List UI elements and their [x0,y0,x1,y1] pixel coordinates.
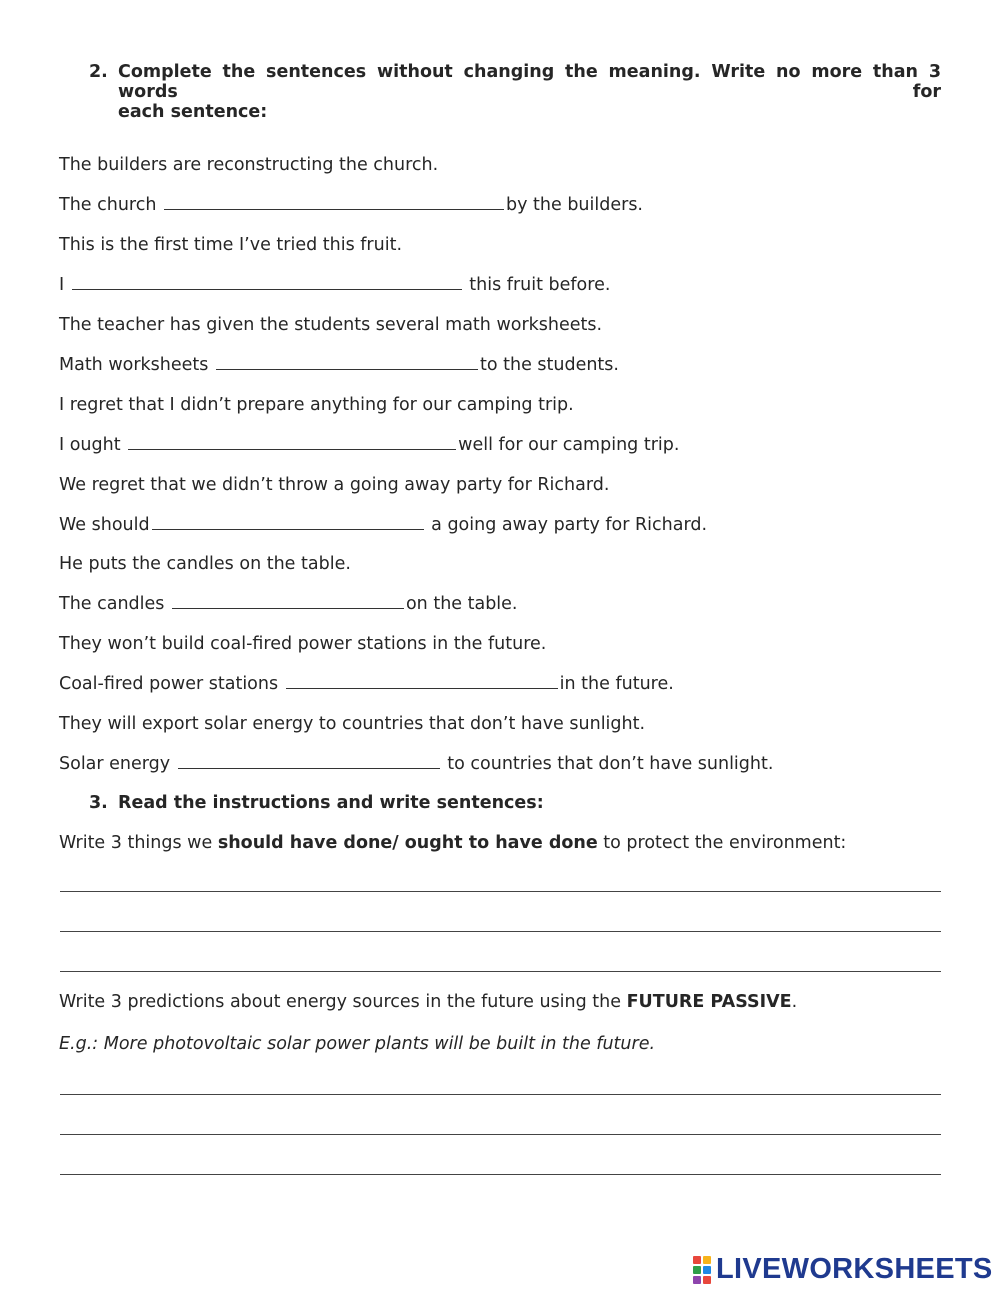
logo-block [703,1266,711,1274]
answer-line-3[interactable] [60,971,941,972]
rewrite-suffix: well for our camping trip. [458,435,680,455]
logo-block [703,1256,711,1264]
original-sentence-8: They will export solar energy to countries that don’t have sunlight. [59,714,646,734]
section-2-heading-line1: Complete the sentences without changing the meaning. Write no more than 3 words for [118,62,941,102]
rewrite-prefix: The church [59,195,163,215]
rewrite-suffix: to countries that don’t have sunlight. [441,754,774,774]
original-sentence-2: This is the first time I’ve tried this fruit. [59,235,403,255]
rewrite-sentence-2 [59,275,610,295]
task-2-instruction [59,992,797,1012]
task-1-emphasis: should have done/ ought to have done [217,833,598,853]
rewrite-suffix: in the future. [559,674,674,694]
rewrite-prefix: I [59,275,70,295]
answer-blank-6[interactable] [172,594,404,609]
rewrite-suffix: a going away party for Richard. [425,515,708,535]
logo-text: LIVEWORKSHEETS [716,1253,993,1285]
rewrite-sentence-4 [59,435,679,455]
answer-line-2[interactable] [60,931,941,932]
rewrite-prefix: Coal-fired power stations [59,674,284,694]
rewrite-prefix: Solar energy [59,754,176,774]
answer-line-6[interactable] [60,1174,941,1175]
original-sentence-3: The teacher has given the students several math worksheets. [59,315,603,335]
original-sentence-6: He puts the candles on the table. [59,554,351,574]
section-2-number: 2. [89,62,108,82]
rewrite-sentence-8 [59,754,773,774]
rewrite-sentence-1 [59,195,643,215]
answer-line-4[interactable] [60,1094,941,1095]
logo-block [693,1256,701,1264]
logo-block [693,1266,701,1274]
rewrite-prefix: Math worksheets [59,355,214,375]
rewrite-sentence-7 [59,674,674,694]
answer-line-5[interactable] [60,1134,941,1135]
section-3-number: 3. [89,793,108,813]
rewrite-sentence-3 [59,355,619,375]
answer-blank-8[interactable] [178,754,440,769]
section-3-heading: Read the instructions and write sentences: [118,793,544,813]
answer-line-1[interactable] [60,891,941,892]
original-sentence-4: I regret that I didn’t prepare anything for our camping trip. [59,395,574,415]
rewrite-prefix: We should [59,515,150,535]
section-2-heading-line2: each sentence: [118,102,268,122]
task-2-text: Write 3 predictions about energy sources in the future using the [59,992,627,1012]
rewrite-suffix: this fruit before. [463,275,611,295]
logo-block [693,1276,701,1284]
rewrite-suffix: to the students. [479,355,619,375]
liveworksheets-logo [693,1253,993,1286]
task-1-text: Write 3 things we [59,833,218,853]
answer-blank-1[interactable] [164,195,504,210]
rewrite-suffix: on the table. [405,594,518,614]
example-sentence: E.g.: More photovoltaic solar power plants will be built in the future. [59,1034,656,1054]
answer-blank-4[interactable] [128,435,456,450]
answer-blank-5[interactable] [152,515,424,530]
rewrite-sentence-6 [59,594,518,614]
logo-blocks-icon [693,1256,711,1284]
logo-block [703,1276,711,1284]
rewrite-sentence-5 [59,515,707,535]
answer-blank-2[interactable] [72,275,462,290]
rewrite-prefix: I ought [59,435,127,455]
task-1-text-end: to protect the environment: [597,833,847,853]
answer-blank-3[interactable] [216,355,478,370]
task-2-emphasis: FUTURE PASSIVE [626,992,792,1012]
rewrite-suffix: by the builders. [506,195,643,215]
answer-blank-7[interactable] [286,674,558,689]
rewrite-prefix: The candles [59,594,170,614]
task-1-instruction [59,833,846,853]
task-2-text-end: . [791,992,798,1012]
original-sentence-5: We regret that we didn’t throw a going away party for Richard. [59,475,610,495]
original-sentence-1: The builders are reconstructing the church. [59,155,439,175]
original-sentence-7: They won’t build coal-fired power stations in the future. [59,634,547,654]
